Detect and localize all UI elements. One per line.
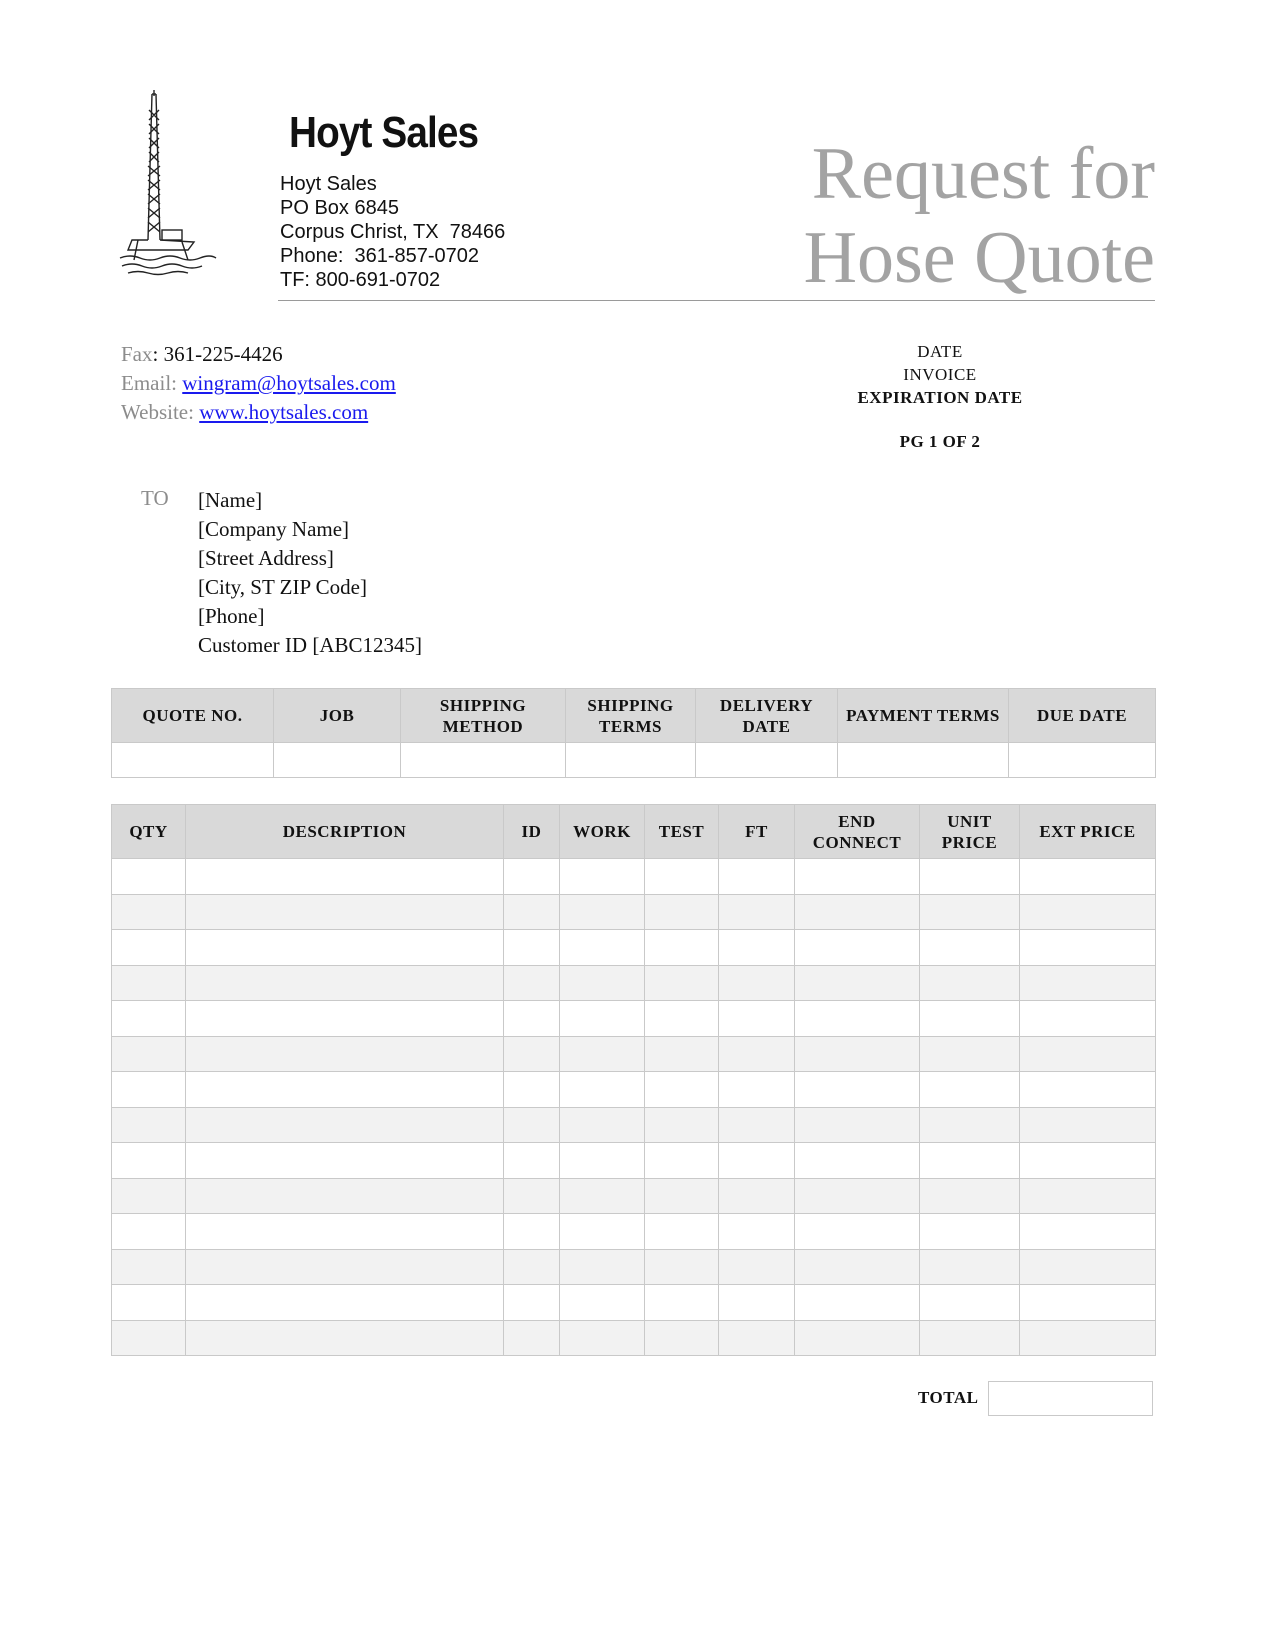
quote-no-cell[interactable] — [112, 743, 274, 778]
id-cell[interactable] — [504, 1249, 560, 1285]
line-item-row — [112, 859, 1156, 895]
email-label: Email: — [121, 371, 183, 395]
end-connect-cell[interactable] — [795, 1249, 920, 1285]
ext-price-cell[interactable] — [1020, 1001, 1156, 1037]
qty-cell[interactable] — [112, 1249, 186, 1285]
qty-cell[interactable] — [112, 1285, 186, 1321]
test-cell[interactable] — [645, 930, 719, 966]
end-connect-cell[interactable] — [795, 930, 920, 966]
ext-price-cell[interactable] — [1020, 930, 1156, 966]
qty-cell[interactable] — [112, 965, 186, 1001]
description-cell[interactable] — [186, 1001, 504, 1037]
shipping-row — [112, 743, 1156, 778]
work-cell[interactable] — [560, 1107, 645, 1143]
shipping-header-row — [112, 689, 1156, 743]
work-cell[interactable] — [560, 1285, 645, 1321]
test-cell[interactable] — [645, 859, 719, 895]
unit-price-cell[interactable] — [920, 1143, 1020, 1179]
test-cell[interactable] — [645, 1072, 719, 1108]
ft-cell[interactable] — [719, 1320, 795, 1356]
end-connect-cell[interactable] — [795, 1036, 920, 1072]
ft-cell[interactable] — [719, 930, 795, 966]
shipping-method-cell[interactable] — [401, 743, 566, 778]
quote-info — [820, 340, 1060, 453]
unit-price-cell[interactable] — [920, 1178, 1020, 1214]
email-link[interactable]: wingram@hoytsales.com — [182, 371, 396, 395]
end-connect-cell[interactable] — [795, 1001, 920, 1037]
work-cell[interactable] — [560, 1320, 645, 1356]
id-cell[interactable] — [504, 1072, 560, 1108]
id-cell[interactable] — [504, 1001, 560, 1037]
fax-value: : 361-225-4426 — [152, 342, 283, 366]
invoice-label: INVOICE — [903, 365, 977, 384]
line-item-row — [112, 1001, 1156, 1037]
title-line-2: Hose Quote — [803, 217, 1155, 299]
ext-price-cell[interactable] — [1020, 1214, 1156, 1250]
column-header-id: ID — [504, 805, 560, 859]
qty-cell[interactable] — [112, 1001, 186, 1037]
work-cell[interactable] — [560, 1249, 645, 1285]
unit-price-cell[interactable] — [920, 1036, 1020, 1072]
unit-price-cell[interactable] — [920, 1249, 1020, 1285]
test-cell[interactable] — [645, 1143, 719, 1179]
qty-cell[interactable] — [112, 1178, 186, 1214]
unit-price-cell[interactable] — [920, 930, 1020, 966]
ft-cell[interactable] — [719, 965, 795, 1001]
line-item-row — [112, 1036, 1156, 1072]
test-cell[interactable] — [645, 894, 719, 930]
end-connect-cell[interactable] — [795, 1285, 920, 1321]
address-line: PO Box 6845 — [280, 197, 399, 219]
column-header-ext-price: EXT PRICE — [1020, 805, 1156, 859]
contact-block — [121, 340, 396, 427]
line-item-row — [112, 1072, 1156, 1108]
to-label: TO — [141, 486, 169, 510]
address-line: TF: 800-691-0702 — [280, 269, 441, 291]
line-item-row — [112, 1107, 1156, 1143]
end-connect-cell[interactable] — [795, 1214, 920, 1250]
ext-price-cell[interactable] — [1020, 1036, 1156, 1072]
qty-cell[interactable] — [112, 1036, 186, 1072]
ft-cell[interactable] — [719, 1001, 795, 1037]
description-cell[interactable] — [186, 1072, 504, 1108]
end-connect-cell[interactable] — [795, 1178, 920, 1214]
website-row — [121, 398, 396, 427]
unit-price-cell[interactable] — [920, 1214, 1020, 1250]
work-cell[interactable] — [560, 965, 645, 1001]
id-cell[interactable] — [504, 1178, 560, 1214]
title-line-1: Request for — [811, 133, 1155, 215]
column-header-unit-price: UNIT PRICE — [920, 805, 1020, 859]
ext-price-cell[interactable] — [1020, 1107, 1156, 1143]
expiration-date-label: EXPIRATION DATE — [857, 388, 1023, 407]
end-connect-cell[interactable] — [795, 965, 920, 1001]
id-cell[interactable] — [504, 1107, 560, 1143]
company-address — [280, 172, 505, 292]
column-header-payment-terms: PAYMENT TERMS — [838, 689, 1009, 743]
column-header-ft: FT — [719, 805, 795, 859]
line-item-row — [112, 1249, 1156, 1285]
work-cell[interactable] — [560, 1178, 645, 1214]
unit-price-cell[interactable] — [920, 1001, 1020, 1037]
qty-cell[interactable] — [112, 1320, 186, 1356]
id-cell[interactable] — [504, 1285, 560, 1321]
shipping-terms-cell[interactable] — [566, 743, 696, 778]
unit-price-cell[interactable] — [920, 859, 1020, 895]
ext-price-cell[interactable] — [1020, 965, 1156, 1001]
ft-cell[interactable] — [719, 859, 795, 895]
end-connect-cell[interactable] — [795, 1320, 920, 1356]
fax-row — [121, 340, 396, 369]
ext-price-cell[interactable] — [1020, 1320, 1156, 1356]
work-cell[interactable] — [560, 930, 645, 966]
qty-cell[interactable] — [112, 1107, 186, 1143]
column-header-shipping-method: SHIPPING METHOD — [401, 689, 566, 743]
ext-price-cell[interactable] — [1020, 1285, 1156, 1321]
column-header-due-date: DUE DATE — [1009, 689, 1156, 743]
shipping-table — [111, 688, 1156, 778]
job-cell[interactable] — [274, 743, 401, 778]
line-item-row — [112, 1320, 1156, 1356]
work-cell[interactable] — [560, 1214, 645, 1250]
column-header-end-connect: END CONNECT — [795, 805, 920, 859]
recipient-street: [Street Address] — [198, 546, 334, 570]
payment-terms-cell[interactable] — [838, 743, 1009, 778]
id-cell[interactable] — [504, 965, 560, 1001]
column-header-qty: QTY — [112, 805, 186, 859]
ft-cell[interactable] — [719, 1072, 795, 1108]
ft-cell[interactable] — [719, 1178, 795, 1214]
description-cell[interactable] — [186, 930, 504, 966]
unit-price-cell[interactable] — [920, 1107, 1020, 1143]
ft-cell[interactable] — [719, 1285, 795, 1321]
brand-wordmark: Hoyt Sales — [289, 108, 479, 157]
qty-cell[interactable] — [112, 1072, 186, 1108]
page-indicator: PG 1 OF 2 — [899, 432, 981, 451]
ext-price-cell[interactable] — [1020, 894, 1156, 930]
delivery-date-cell[interactable] — [696, 743, 838, 778]
header-divider — [278, 300, 1155, 301]
ext-price-cell[interactable] — [1020, 859, 1156, 895]
recipient-city: [City, ST ZIP Code] — [198, 575, 367, 599]
total-label: TOTAL — [918, 1388, 979, 1407]
description-cell[interactable] — [186, 1285, 504, 1321]
unit-price-cell[interactable] — [920, 1285, 1020, 1321]
description-cell[interactable] — [186, 1107, 504, 1143]
line-item-row — [112, 1143, 1156, 1179]
test-cell[interactable] — [645, 1249, 719, 1285]
qty-cell[interactable] — [112, 894, 186, 930]
line-item-row — [112, 894, 1156, 930]
work-cell[interactable] — [560, 894, 645, 930]
due-date-cell[interactable] — [1009, 743, 1156, 778]
line-items-body — [112, 859, 1156, 1356]
end-connect-cell[interactable] — [795, 894, 920, 930]
work-cell[interactable] — [560, 1036, 645, 1072]
end-connect-cell[interactable] — [795, 859, 920, 895]
test-cell[interactable] — [645, 1036, 719, 1072]
description-cell[interactable] — [186, 1249, 504, 1285]
description-cell[interactable] — [186, 1143, 504, 1179]
ft-cell[interactable] — [719, 894, 795, 930]
line-items-table — [111, 804, 1156, 1356]
ext-price-cell[interactable] — [1020, 1178, 1156, 1214]
ext-price-cell[interactable] — [1020, 1249, 1156, 1285]
id-cell[interactable] — [504, 1214, 560, 1250]
website-link[interactable]: www.hoytsales.com — [199, 400, 369, 424]
ext-price-cell[interactable] — [1020, 1143, 1156, 1179]
line-item-row — [112, 1178, 1156, 1214]
qty-cell[interactable] — [112, 1214, 186, 1250]
address-line: Hoyt Sales — [280, 173, 377, 195]
description-cell[interactable] — [186, 1320, 504, 1356]
id-cell[interactable] — [504, 894, 560, 930]
unit-price-cell[interactable] — [920, 965, 1020, 1001]
column-header-quote-no: QUOTE NO. — [112, 689, 274, 743]
end-connect-cell[interactable] — [795, 1107, 920, 1143]
line-item-row — [112, 1285, 1156, 1321]
work-cell[interactable] — [560, 1143, 645, 1179]
qty-cell[interactable] — [112, 930, 186, 966]
recipient-company: [Company Name] — [198, 517, 350, 541]
qty-cell[interactable] — [112, 859, 186, 895]
line-item-row — [112, 1214, 1156, 1250]
end-connect-cell[interactable] — [795, 1072, 920, 1108]
work-cell[interactable] — [560, 859, 645, 895]
test-cell[interactable] — [645, 1214, 719, 1250]
id-cell[interactable] — [504, 859, 560, 895]
test-cell[interactable] — [645, 1001, 719, 1037]
ft-cell[interactable] — [719, 1107, 795, 1143]
website-label: Website: — [121, 400, 200, 424]
qty-cell[interactable] — [112, 1143, 186, 1179]
column-header-shipping-terms: SHIPPING TERMS — [566, 689, 696, 743]
total-field[interactable] — [988, 1381, 1153, 1416]
work-cell[interactable] — [560, 1001, 645, 1037]
recipient-customer-id: Customer ID [ABC12345] — [198, 633, 422, 657]
description-cell[interactable] — [186, 1178, 504, 1214]
id-cell[interactable] — [504, 1143, 560, 1179]
test-cell[interactable] — [645, 1320, 719, 1356]
description-cell[interactable] — [186, 859, 504, 895]
column-header-work: WORK — [560, 805, 645, 859]
description-cell[interactable] — [186, 1036, 504, 1072]
document-title — [804, 132, 1155, 300]
address-line: Corpus Christ, TX 78466 — [280, 221, 506, 243]
id-cell[interactable] — [504, 1036, 560, 1072]
id-cell[interactable] — [504, 930, 560, 966]
end-connect-cell[interactable] — [795, 1143, 920, 1179]
recipient-block — [198, 486, 422, 660]
column-header-delivery-date: DELIVERY DATE — [696, 689, 838, 743]
email-row — [121, 369, 396, 398]
ft-cell[interactable] — [719, 1214, 795, 1250]
column-header-test: TEST — [645, 805, 719, 859]
fax-label: Fax — [121, 342, 153, 366]
date-label: DATE — [917, 342, 963, 361]
description-cell[interactable] — [186, 965, 504, 1001]
test-cell[interactable] — [645, 1107, 719, 1143]
column-header-job: JOB — [274, 689, 401, 743]
line-item-row — [112, 965, 1156, 1001]
recipient-name: [Name] — [198, 488, 263, 512]
id-cell[interactable] — [504, 1320, 560, 1356]
work-cell[interactable] — [560, 1072, 645, 1108]
test-cell[interactable] — [645, 1178, 719, 1214]
ft-cell[interactable] — [719, 1249, 795, 1285]
drilling-rig-logo — [118, 90, 218, 280]
unit-price-cell[interactable] — [920, 894, 1020, 930]
ft-cell[interactable] — [719, 1036, 795, 1072]
test-cell[interactable] — [645, 1285, 719, 1321]
recipient-phone: [Phone] — [198, 604, 265, 628]
column-header-description: DESCRIPTION — [186, 805, 504, 859]
description-cell[interactable] — [186, 894, 504, 930]
line-item-row — [112, 930, 1156, 966]
items-header-row — [112, 805, 1156, 859]
ext-price-cell[interactable] — [1020, 1072, 1156, 1108]
ft-cell[interactable] — [719, 1143, 795, 1179]
test-cell[interactable] — [645, 965, 719, 1001]
unit-price-cell[interactable] — [920, 1072, 1020, 1108]
description-cell[interactable] — [186, 1214, 504, 1250]
address-line: Phone: 361-857-0702 — [280, 245, 480, 267]
unit-price-cell[interactable] — [920, 1320, 1020, 1356]
